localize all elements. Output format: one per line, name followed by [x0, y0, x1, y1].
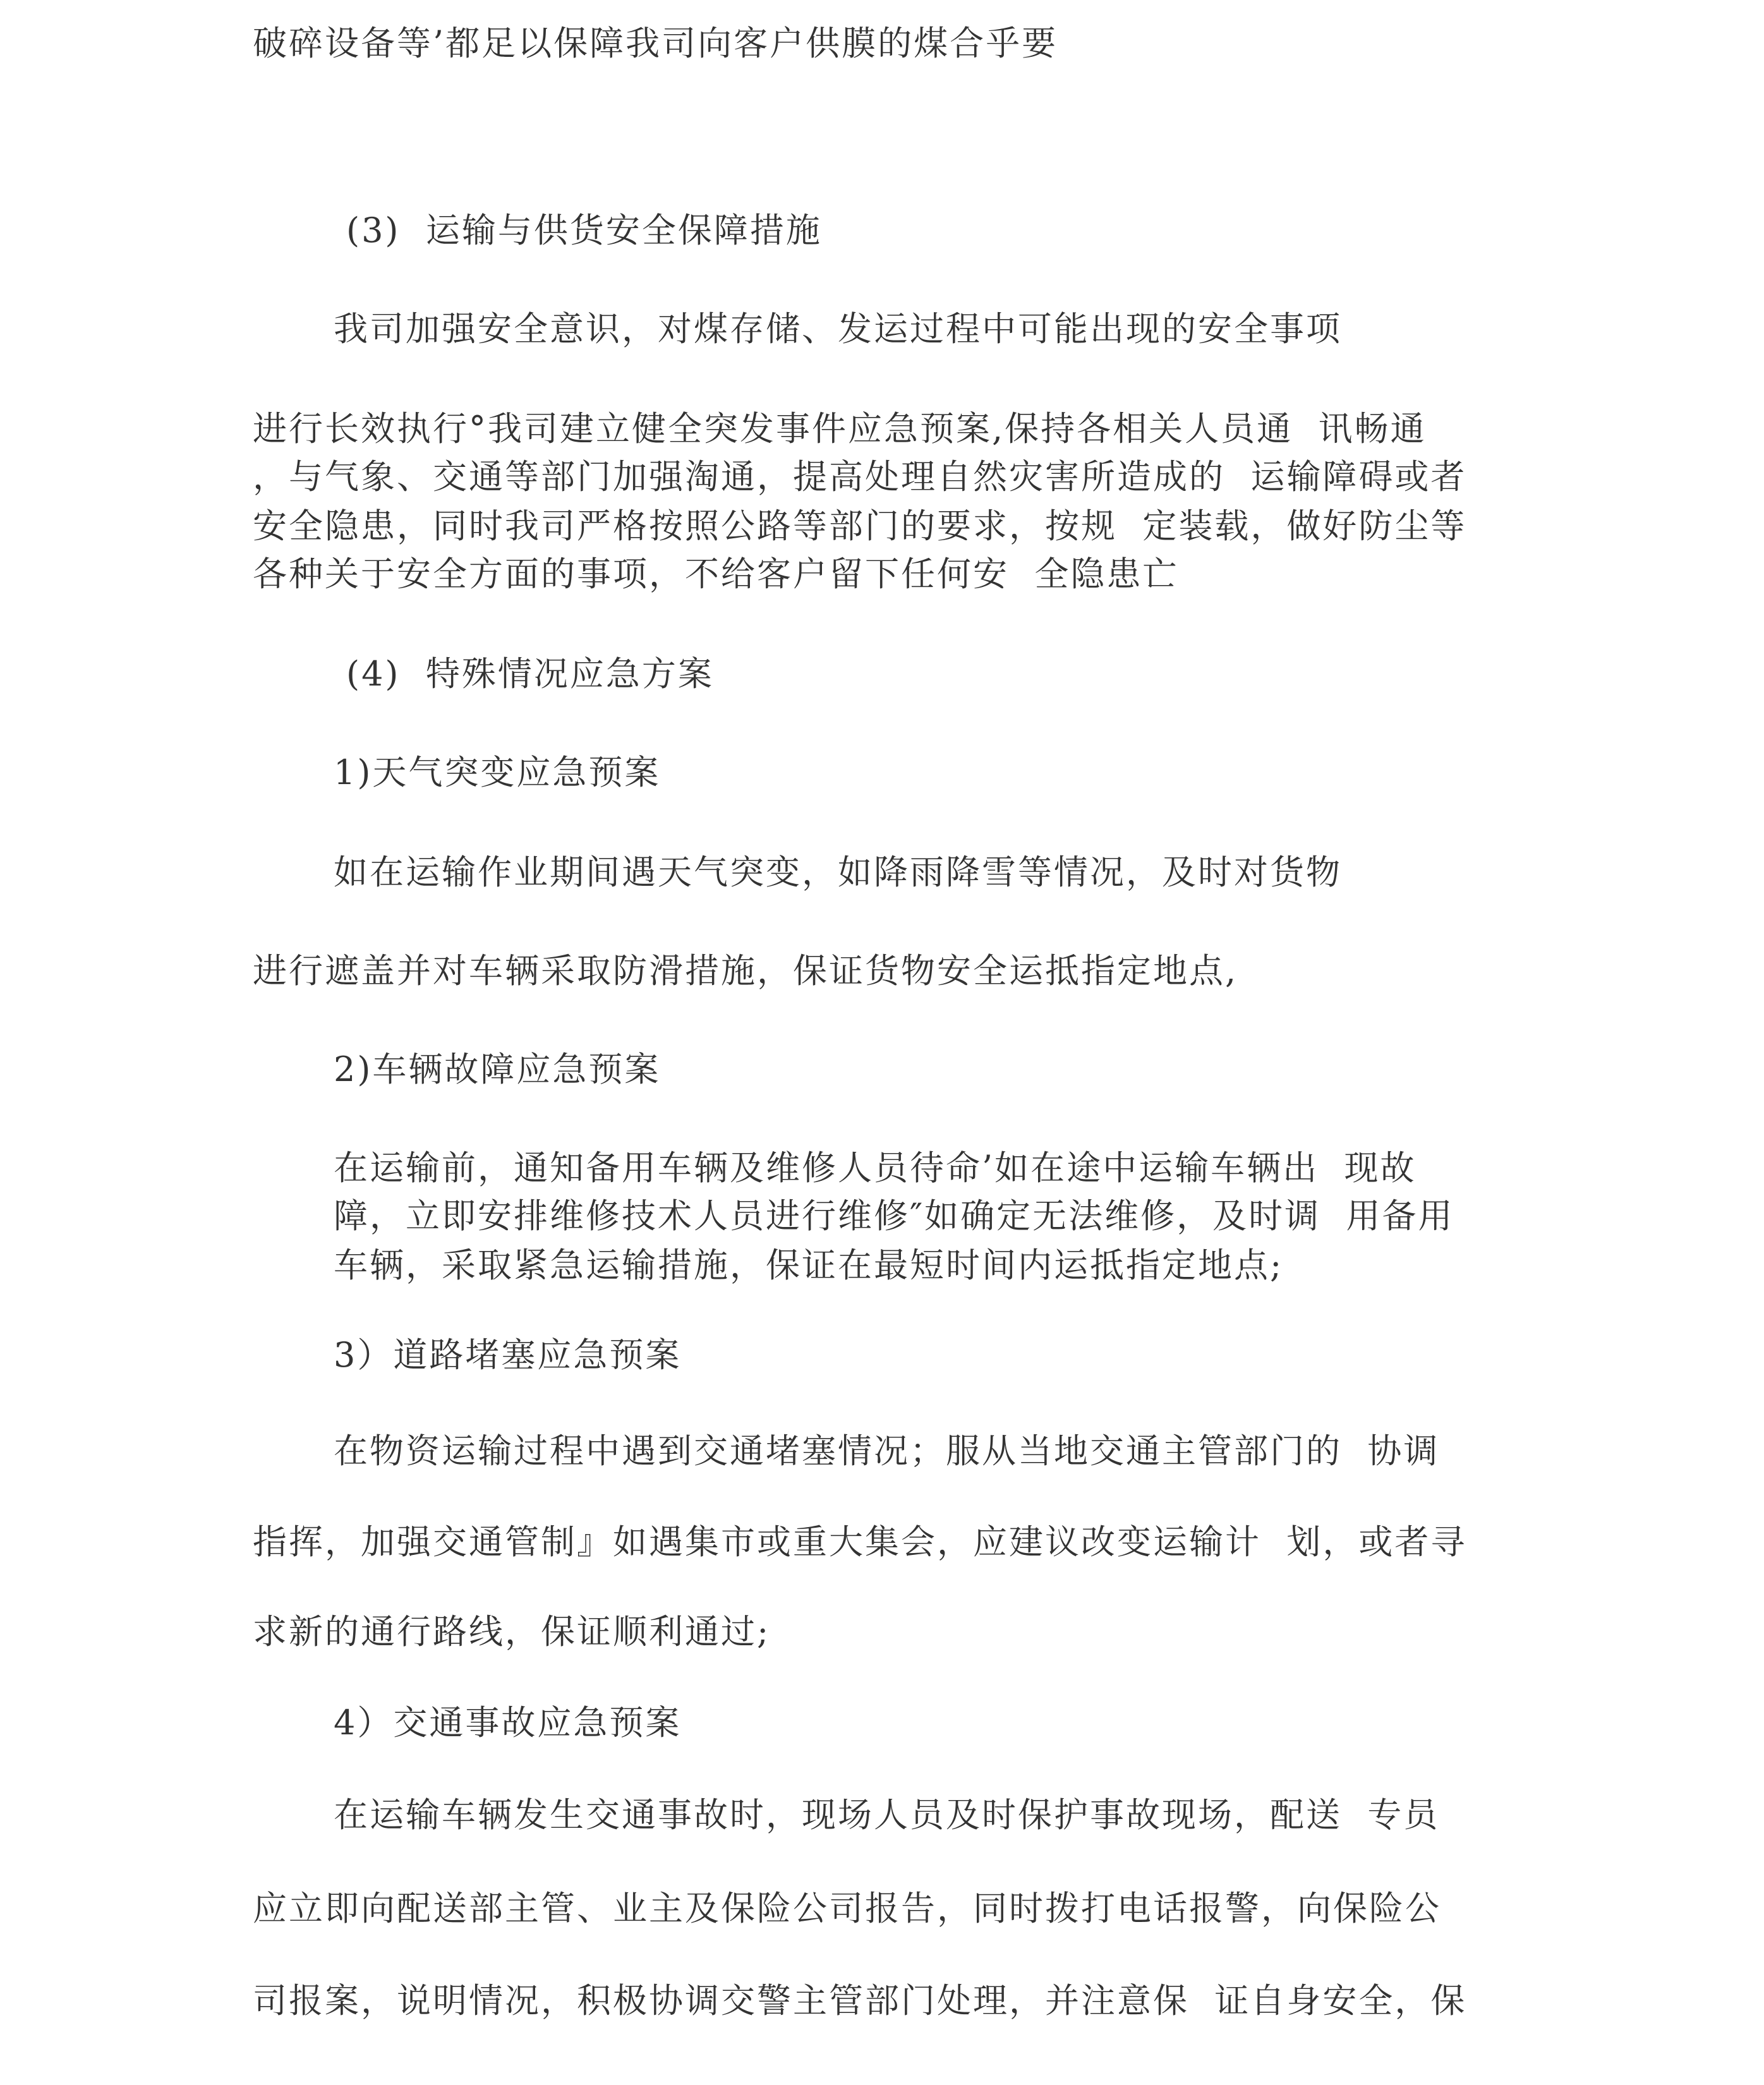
- body-text-line: 在物资运输过程中遇到交通堵塞情况；服从当地交通主管部门的 协调: [334, 1431, 1440, 1471]
- body-text-line: 在运输前，通知备用车辆及维修人员待命’如在途中运输车辆出 现故: [334, 1148, 1417, 1188]
- body-text-line: 车辆，采取紧急运输措施，保证在最短时间内运抵指定地点;: [334, 1245, 1284, 1285]
- body-text-line: ，与气象、交通等部门加强淘通，提高处理自然灾害所造成的 运输障碍或者: [253, 457, 1467, 497]
- body-text-line: 司报案，说明情况，积极协调交警主管部门处理，并注意保 证自身安全，保: [253, 1981, 1467, 2021]
- body-text-line: 安全隐患，同时我司严格按照公路等部门的要求，按规 定装载，做好防尘等: [253, 506, 1467, 546]
- body-text-line: 进行长效执行°我司建立健全突发事件应急预案,保持各相关人员通 讯畅通: [253, 409, 1427, 449]
- body-text-line: 如在运输作业期间遇天气突变，如降雨降雪等情况，及时对货物: [334, 852, 1342, 892]
- body-text-line: 我司加强安全意识，对煤存储、发运过程中可能出现的安全事项: [334, 309, 1342, 349]
- body-text-line: 障，立即安排维修技术人员进行维修″如确定无法维修，及时调 用备用: [334, 1196, 1454, 1236]
- section-heading: (3) 运输与供货安全保障措施: [346, 210, 822, 250]
- section-heading: (4) 特殊情况应急方案: [346, 654, 714, 694]
- body-text-line: 破碎设备等’都足以保障我司向客户供膜的煤合乎要: [253, 23, 1058, 63]
- body-text-line: 在运输车辆发生交通事故时，现场人员及时保护事故现场，配送 专员: [334, 1795, 1440, 1835]
- body-text-line: 各种关于安全方面的事项，不给客户留下任何安 全隐患亡: [253, 554, 1179, 594]
- body-text-line: 进行遮盖并对车辆采取防滑措施，保证货物安全运抵指定地点,: [253, 951, 1238, 991]
- subsection-heading: 2)车辆故障应急预案: [334, 1049, 661, 1089]
- body-text-line: 应立即向配送部主管、业主及保险公司报告，同时拨打电话报警，向保险公: [253, 1889, 1441, 1928]
- subsection-heading: 1)天气突变应急预案: [334, 752, 661, 792]
- body-text-line: 求新的通行路线，保证顺利通过;: [253, 1612, 771, 1652]
- subsection-heading: 4）交通事故应急预案: [334, 1703, 682, 1743]
- subsection-heading: 3）道路堵塞应急预案: [334, 1335, 682, 1375]
- body-text-line: 指挥，加强交通管制』如遇集市或重大集会，应建议改变运输计 划，或者寻: [253, 1522, 1467, 1562]
